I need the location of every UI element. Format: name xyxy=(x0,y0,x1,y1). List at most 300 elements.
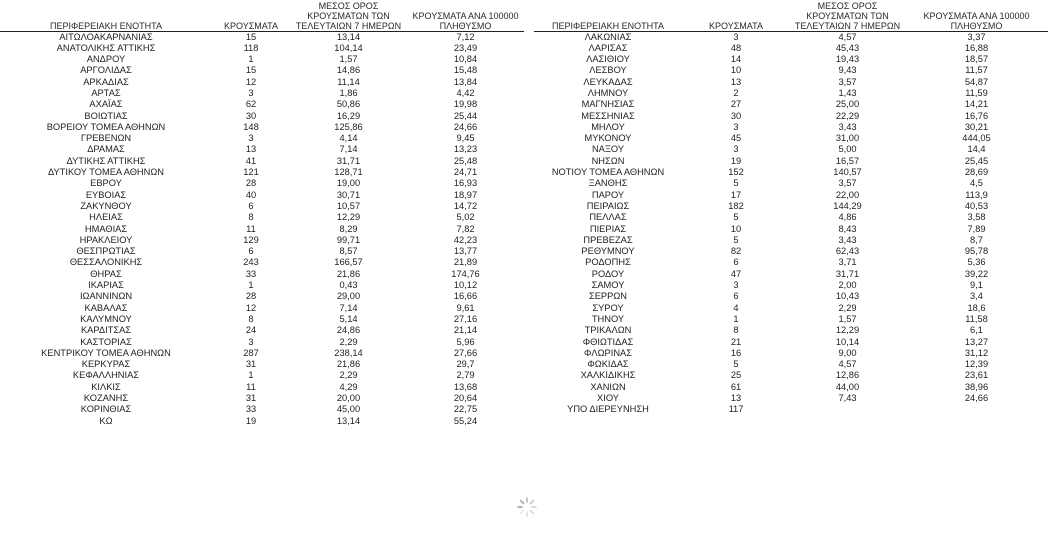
cell-cases: 30 xyxy=(730,110,742,121)
cell-region: ΠΕΛΛΑΣ xyxy=(589,212,627,223)
cell-region: ΠΕΙΡΑΙΩΣ xyxy=(586,200,630,211)
table-row xyxy=(534,370,1048,381)
cell-cases: 40 xyxy=(245,189,257,200)
table-row xyxy=(0,65,524,76)
table-row xyxy=(0,201,524,212)
table-row xyxy=(0,280,524,291)
cell-cases: 10 xyxy=(730,223,742,234)
cell-region: ΤΗΝΟΥ xyxy=(591,313,625,324)
cell-region: ΛΑΣΙΘΙΟΥ xyxy=(586,54,630,65)
cell-avg7: 62,43 xyxy=(835,246,860,257)
cell-avg7: 3,57 xyxy=(838,178,857,189)
loading-spinner-icon xyxy=(516,496,538,518)
table-row xyxy=(534,77,1048,88)
cell-region: ΦΩΚΙΔΑΣ xyxy=(587,359,629,370)
table-row xyxy=(534,54,1048,65)
table-row xyxy=(534,43,1048,54)
cell-per100k: 18,57 xyxy=(964,54,989,65)
cell-cases: 14 xyxy=(730,54,742,65)
cell-avg7: 9,43 xyxy=(838,65,857,76)
cell-per100k: 13,77 xyxy=(453,246,478,257)
cell-avg7: 19,00 xyxy=(336,178,361,189)
cell-cases: 28 xyxy=(245,291,257,302)
cell-avg7: 4,57 xyxy=(838,31,857,42)
cell-per100k: 5,96 xyxy=(456,336,475,347)
cell-region: ΙΚΑΡΙΑΣ xyxy=(88,280,124,291)
cell-region: ΤΡΙΚΑΛΩΝ xyxy=(584,325,632,336)
cell-per100k: 9,61 xyxy=(456,302,475,313)
cell-region: ΚΟΖΑΝΗΣ xyxy=(83,393,129,403)
cell-cases: 243 xyxy=(243,257,259,268)
cell-per100k: 22,75 xyxy=(453,404,478,415)
table-row xyxy=(0,43,524,54)
table-row xyxy=(0,404,524,415)
cell-per100k: 28,69 xyxy=(964,167,989,178)
cell-region: ΚΑΛΥΜΝΟΥ xyxy=(80,313,132,324)
table-body-left xyxy=(0,31,524,427)
cell-avg7: 8,57 xyxy=(339,246,358,257)
cell-avg7: 30,71 xyxy=(336,189,361,200)
cell-cases: 31 xyxy=(245,393,257,403)
cell-cases: 17 xyxy=(730,189,742,200)
cell-per100k: 29,7 xyxy=(456,359,475,370)
table-row xyxy=(534,348,1048,359)
cell-avg7: 3,43 xyxy=(838,121,857,132)
cell-region: ΥΠΟ ΔΙΕΡΕΥΝΗΣΗ xyxy=(567,404,649,415)
table-row xyxy=(534,224,1048,235)
cell-avg7: 22,29 xyxy=(835,110,860,121)
table-row xyxy=(0,212,524,223)
cell-per100k: 3,58 xyxy=(967,212,986,223)
cell-cases: 47 xyxy=(730,268,742,279)
cell-avg7: 1,57 xyxy=(838,313,857,324)
cell-region: ΚΑΒΑΛΑΣ xyxy=(84,302,128,313)
cell-region: ΛΑΚΩΝΙΑΣ xyxy=(584,31,632,42)
table-row xyxy=(534,133,1048,144)
cell-region: ΔΡΑΜΑΣ xyxy=(87,144,125,155)
cell-avg7: 104,14 xyxy=(334,42,363,53)
cell-cases: 16 xyxy=(730,347,742,358)
cell-avg7: 125,86 xyxy=(334,121,363,132)
cell-region: ΦΛΩΡΙΝΑΣ xyxy=(583,347,633,358)
cell-cases: 5 xyxy=(733,178,739,189)
cell-cases: 41 xyxy=(245,155,257,166)
cell-avg7: 31,71 xyxy=(336,155,361,166)
table-row xyxy=(534,291,1048,302)
cell-avg7: 21,86 xyxy=(336,359,361,370)
cell-cases: 6 xyxy=(733,257,739,268)
table-row xyxy=(534,303,1048,314)
cell-avg7: 10,57 xyxy=(336,200,361,211)
table-row xyxy=(0,291,524,302)
cell-avg7: 4,14 xyxy=(339,133,358,144)
table-row xyxy=(0,122,524,133)
cell-region: ΜΥΚΟΝΟΥ xyxy=(584,133,632,144)
cell-cases: 1 xyxy=(733,313,739,324)
cell-per100k: 10,84 xyxy=(453,54,478,65)
cell-avg7: 4,57 xyxy=(838,359,857,370)
cell-cases: 8 xyxy=(248,313,254,324)
cell-region: ΜΗΛΟΥ xyxy=(591,121,625,132)
cell-cases: 121 xyxy=(243,167,259,178)
table-body-right xyxy=(534,31,1048,416)
cell-region: ΧΑΛΚΙΔΙΚΗΣ xyxy=(580,370,636,381)
cell-cases: 11 xyxy=(246,223,256,234)
cell-cases: 3 xyxy=(248,336,254,347)
cell-region: ΚΕΡΚΥΡΑΣ xyxy=(81,359,131,370)
cell-avg7: 14,86 xyxy=(336,65,361,76)
cell-cases: 287 xyxy=(243,347,259,358)
cell-avg7 xyxy=(790,404,905,415)
table-row xyxy=(0,144,524,155)
cell-per100k: 20,64 xyxy=(453,393,478,403)
table-row xyxy=(0,416,524,427)
cell-per100k: 24,71 xyxy=(453,167,478,178)
cell-region: ΑΡΚΑΔΙΑΣ xyxy=(83,76,129,87)
cell-region: ΝΑΞΟΥ xyxy=(591,144,625,155)
cell-per100k: 11,59 xyxy=(965,87,988,98)
cell-cases: 3 xyxy=(733,121,739,132)
table-header-row xyxy=(534,0,1048,31)
cell-avg7: 50,86 xyxy=(336,99,361,110)
cell-per100k: 24,66 xyxy=(453,121,478,132)
header-avg7: ΜΕΣΟΣ ΟΡΟΣ ΚΡΟΥΣΜΑΤΩΝ ΤΩΝ ΤΕΛΕΥΤΑΙΩΝ 7 ΗΜΕΡΩΝ xyxy=(295,0,402,31)
table-row xyxy=(534,393,1048,404)
cell-per100k: 30,21 xyxy=(964,121,989,132)
cell-avg7: 1,86 xyxy=(339,87,358,98)
cell-per100k: 13,68 xyxy=(453,381,478,392)
cell-cases: 15 xyxy=(245,65,257,76)
table-row xyxy=(0,167,524,178)
cell-avg7: 13,14 xyxy=(336,31,361,42)
cell-region: ΔΥΤΙΚΟΥ ΤΟΜΕΑ ΑΘΗΝΩΝ xyxy=(47,167,165,178)
table-row xyxy=(534,269,1048,280)
cell-avg7: 3,71 xyxy=(838,257,857,268)
table-row xyxy=(534,359,1048,370)
cell-avg7: 238,14 xyxy=(334,347,363,358)
cell-cases: 11 xyxy=(246,381,256,392)
cell-avg7: 5,14 xyxy=(339,313,358,324)
table-row xyxy=(534,190,1048,201)
cell-per100k: 25,45 xyxy=(964,155,989,166)
cell-cases: 25 xyxy=(730,370,742,381)
cell-per100k: 25,44 xyxy=(453,110,478,121)
cell-cases: 1 xyxy=(248,54,254,65)
cell-cases: 10 xyxy=(730,65,742,76)
cell-cases: 8 xyxy=(733,325,739,336)
cell-per100k: 7,82 xyxy=(456,223,475,234)
cell-per100k: 14,4 xyxy=(967,144,986,155)
cell-avg7: 29,00 xyxy=(336,291,361,302)
table-row xyxy=(534,156,1048,167)
cell-avg7: 0,43 xyxy=(339,280,358,291)
cell-region: ΕΥΒΟΙΑΣ xyxy=(85,189,127,200)
cell-cases: 5 xyxy=(733,212,739,223)
cell-per100k: 23,49 xyxy=(453,42,478,53)
cell-per100k: 113,9 xyxy=(965,189,988,200)
cell-avg7: 12,29 xyxy=(835,325,860,336)
header-cases: ΚΡΟΥΣΜΑΤΑ xyxy=(709,20,763,31)
cell-per100k: 444,05 xyxy=(962,133,991,144)
cell-region: ΧΙΟΥ xyxy=(597,393,619,403)
cell-avg7: 8,43 xyxy=(838,223,857,234)
cell-per100k: 13,23 xyxy=(453,144,478,155)
table-row xyxy=(0,156,524,167)
table-row xyxy=(534,99,1048,110)
cell-avg7: 45,43 xyxy=(835,42,860,53)
cell-avg7: 4,29 xyxy=(339,381,358,392)
table-row xyxy=(0,393,524,404)
table-row xyxy=(0,54,524,65)
cell-cases: 27 xyxy=(730,99,742,110)
table-row xyxy=(534,111,1048,122)
header-region: ΠΕΡΙΦΕΡΕΙΑΚΗ ΕΝΟΤΗΤΑ xyxy=(49,20,163,31)
cell-avg7: 24,86 xyxy=(336,325,361,336)
table-row xyxy=(0,246,524,257)
cell-avg7: 7,14 xyxy=(339,302,358,313)
cell-cases: 33 xyxy=(245,268,257,279)
cell-avg7: 2,29 xyxy=(339,370,358,381)
cell-region: ΧΑΝΙΩΝ xyxy=(590,381,626,392)
cell-cases: 19 xyxy=(245,415,257,426)
cell-per100k: 16,88 xyxy=(964,42,989,53)
cell-cases: 148 xyxy=(243,121,259,132)
header-cases: ΚΡΟΥΣΜΑΤΑ xyxy=(224,20,278,31)
table-row xyxy=(534,167,1048,178)
cell-per100k: 18,97 xyxy=(453,189,478,200)
cell-avg7: 10,14 xyxy=(835,336,860,347)
table-row xyxy=(0,348,524,359)
cell-cases: 3 xyxy=(733,144,739,155)
cell-per100k: 16,93 xyxy=(453,178,478,189)
cell-per100k: 27,16 xyxy=(453,313,478,324)
table-row xyxy=(534,31,1048,43)
cell-region: ΖΑΚΥΝΘΟΥ xyxy=(80,200,132,211)
cell-region: ΘΕΣΠΡΩΤΙΑΣ xyxy=(76,246,136,257)
cell-per100k: 13,84 xyxy=(453,76,478,87)
cell-per100k: 55,24 xyxy=(453,415,478,426)
cell-per100k: 42,23 xyxy=(453,234,478,245)
cell-region: ΑΙΤΩΛΟΑΚΑΡΝΑΝΙΑΣ xyxy=(59,31,153,42)
table-row xyxy=(0,111,524,122)
cell-per100k: 31,12 xyxy=(964,347,989,358)
cell-avg7: 9,00 xyxy=(838,347,857,358)
cell-region: ΑΝΑΤΟΛΙΚΗΣ ΑΤΤΙΚΗΣ xyxy=(56,42,156,53)
cell-region: ΚΙΛΚΙΣ xyxy=(91,381,121,392)
cell-avg7: 128,71 xyxy=(334,167,363,178)
cell-region: ΛΗΜΝΟΥ xyxy=(587,87,629,98)
cell-region: ΙΩΑΝΝΙΝΩΝ xyxy=(79,291,133,302)
table-row xyxy=(534,122,1048,133)
cell-per100k: 15,48 xyxy=(453,65,478,76)
table-row xyxy=(0,303,524,314)
cell-avg7: 21,86 xyxy=(336,268,361,279)
cell-region: ΣΕΡΡΩΝ xyxy=(588,291,627,302)
cell-avg7: 16,57 xyxy=(835,155,860,166)
cell-cases: 5 xyxy=(733,234,739,245)
header-per100k: ΚΡΟΥΣΜΑΤΑ ΑΝΑ 100000 ΠΛΗΘΥΣΜΟ xyxy=(923,10,1030,31)
cell-per100k: 6,1 xyxy=(970,325,983,336)
cell-region: ΕΒΡΟΥ xyxy=(90,178,122,189)
cell-region: ΗΛΕΙΑΣ xyxy=(89,212,123,223)
cell-avg7: 31,00 xyxy=(835,133,860,144)
cell-avg7: 7,14 xyxy=(339,144,358,155)
table-row xyxy=(534,212,1048,223)
header-avg7: ΜΕΣΟΣ ΟΡΟΣ ΚΡΟΥΣΜΑΤΩΝ ΤΩΝ ΤΕΛΕΥΤΑΙΩΝ 7 ΗΜΕΡΩΝ xyxy=(794,0,901,31)
cell-avg7: 3,43 xyxy=(838,234,857,245)
cell-avg7: 2,00 xyxy=(838,280,857,291)
table-row xyxy=(0,337,524,348)
cell-region: ΚΑΣΤΟΡΙΑΣ xyxy=(80,336,132,347)
cell-cases: 61 xyxy=(730,381,742,392)
cell-per100k: 14,21 xyxy=(964,99,989,110)
cell-per100k xyxy=(905,404,1048,415)
cell-per100k: 24,66 xyxy=(964,393,989,403)
cell-per100k: 11,57 xyxy=(965,65,988,76)
cell-region: ΦΘΙΩΤΙΔΑΣ xyxy=(582,336,634,347)
cell-cases: 24 xyxy=(245,325,257,336)
cell-region: ΜΑΓΝΗΣΙΑΣ xyxy=(581,99,635,110)
cell-cases: 2 xyxy=(733,87,739,98)
cell-region: ΠΡΕΒΕΖΑΣ xyxy=(583,234,633,245)
cell-cases: 3 xyxy=(733,280,739,291)
cell-cases: 31 xyxy=(245,359,257,370)
cell-region: ΚΑΡΔΙΤΣΑΣ xyxy=(80,325,132,336)
table-row xyxy=(534,404,1048,415)
cell-region: ΡΟΔΟΥ xyxy=(591,268,625,279)
cell-avg7: 12,86 xyxy=(835,370,860,381)
table-row xyxy=(0,224,524,235)
table-row xyxy=(0,370,524,381)
header-region: ΠΕΡΙΦΕΡΕΙΑΚΗ ΕΝΟΤΗΤΑ xyxy=(551,20,665,31)
cell-avg7: 45,00 xyxy=(336,404,361,415)
cell-avg7: 11,14 xyxy=(337,76,360,87)
table-row xyxy=(0,31,524,43)
table-row xyxy=(534,337,1048,348)
cell-per100k: 11,58 xyxy=(965,313,988,324)
cell-region: ΣΑΜΟΥ xyxy=(591,280,625,291)
cell-region: ΛΑΡΙΣΑΣ xyxy=(588,42,628,53)
cell-cases: 3 xyxy=(248,133,254,144)
cell-per100k: 2,79 xyxy=(456,370,475,381)
cell-cases: 82 xyxy=(730,246,742,257)
cell-cases: 30 xyxy=(245,110,257,121)
cell-per100k: 19,98 xyxy=(453,99,478,110)
cell-cases: 4 xyxy=(733,302,739,313)
cell-avg7: 25,00 xyxy=(835,99,860,110)
cell-avg7: 12,29 xyxy=(336,212,361,223)
cell-cases: 13 xyxy=(245,144,257,155)
cell-avg7: 99,71 xyxy=(336,234,361,245)
table-row xyxy=(534,246,1048,257)
cell-avg7: 7,43 xyxy=(838,393,857,403)
cell-avg7: 8,29 xyxy=(339,223,358,234)
cell-region: ΗΜΑΘΙΑΣ xyxy=(84,223,128,234)
cell-avg7: 144,29 xyxy=(833,200,862,211)
table-row xyxy=(0,99,524,110)
cell-per100k: 3,37 xyxy=(967,31,986,42)
cell-region: ΑΡΓΟΛΙΔΑΣ xyxy=(80,65,132,76)
cell-avg7: 10,43 xyxy=(835,291,860,302)
cell-region: ΚΕΝΤΡΙΚΟΥ ΤΟΜΕΑ ΑΘΗΝΩΝ xyxy=(41,347,171,358)
cases-table-right xyxy=(534,0,1048,416)
cell-avg7: 31,71 xyxy=(835,268,860,279)
cell-cases: 12 xyxy=(245,76,257,87)
cell-cases: 6 xyxy=(248,200,254,211)
cases-table-left xyxy=(0,0,524,427)
cell-avg7: 140,57 xyxy=(833,167,862,178)
cell-cases: 1 xyxy=(248,280,254,291)
cell-per100k: 21,14 xyxy=(453,325,478,336)
table-row xyxy=(0,359,524,370)
cell-per100k: 13,27 xyxy=(964,336,989,347)
cell-avg7: 3,57 xyxy=(838,76,857,87)
cell-region: ΡΟΔΟΠΗΣ xyxy=(585,257,631,268)
cell-per100k: 9,1 xyxy=(970,280,983,291)
cell-avg7: 5,00 xyxy=(838,144,857,155)
cell-cases: 28 xyxy=(245,178,257,189)
cell-cases: 13 xyxy=(730,393,742,403)
table-row xyxy=(0,382,524,393)
cell-region: ΛΕΣΒΟΥ xyxy=(589,65,627,76)
cell-per100k: 9,45 xyxy=(456,133,475,144)
cell-per100k: 4,5 xyxy=(970,178,983,189)
cell-cases: 6 xyxy=(733,291,739,302)
cell-per100k: 5,02 xyxy=(456,212,475,223)
cell-avg7: 4,86 xyxy=(838,212,857,223)
table-row xyxy=(534,88,1048,99)
cell-cases: 21 xyxy=(730,336,742,347)
cell-cases: 12 xyxy=(245,302,257,313)
table-row xyxy=(534,65,1048,76)
cell-per100k: 95,78 xyxy=(964,246,989,257)
cell-avg7: 19,43 xyxy=(835,54,860,65)
cell-per100k: 16,76 xyxy=(964,110,989,121)
cell-region: ΒΟΙΩΤΙΑΣ xyxy=(84,110,128,121)
cell-cases: 129 xyxy=(243,234,259,245)
cell-cases: 6 xyxy=(248,246,254,257)
cell-region: ΘΗΡΑΣ xyxy=(90,268,122,279)
cell-region: ΚΕΦΑΛΛΗΝΙΑΣ xyxy=(72,370,140,381)
cell-cases: 152 xyxy=(728,167,744,178)
cell-avg7: 1,43 xyxy=(838,87,857,98)
cell-cases: 33 xyxy=(245,404,257,415)
cell-per100k: 54,87 xyxy=(964,76,989,87)
cell-region: ΑΝΔΡΟΥ xyxy=(86,54,126,65)
cell-region: ΠΙΕΡΙΑΣ xyxy=(589,223,627,234)
table-row xyxy=(534,280,1048,291)
cell-cases: 182 xyxy=(728,200,744,211)
cell-region: ΚΟΡΙΝΘΙΑΣ xyxy=(80,404,132,415)
cell-per100k: 18,6 xyxy=(967,302,986,313)
cell-per100k: 38,96 xyxy=(964,381,989,392)
cell-per100k: 12,39 xyxy=(964,359,989,370)
cell-per100k: 27,66 xyxy=(453,347,478,358)
cell-region: ΡΕΘΥΜΝΟΥ xyxy=(581,246,635,257)
table-row xyxy=(534,201,1048,212)
cell-avg7: 1,57 xyxy=(339,54,358,65)
cell-region: ΝΗΣΩΝ xyxy=(591,155,625,166)
header-per100k: ΚΡΟΥΣΜΑΤΑ ΑΝΑ 100000 ΠΛΗΘΥΣΜΟ xyxy=(412,10,519,31)
cell-per100k: 7,12 xyxy=(456,31,475,42)
table-row xyxy=(534,257,1048,268)
cell-region: ΗΡΑΚΛΕΙΟΥ xyxy=(79,234,133,245)
table-row xyxy=(0,178,524,189)
cell-region: ΛΕΥΚΑΔΑΣ xyxy=(583,76,633,87)
cell-cases: 3 xyxy=(733,31,739,42)
table-row xyxy=(0,325,524,336)
table-row xyxy=(534,314,1048,325)
